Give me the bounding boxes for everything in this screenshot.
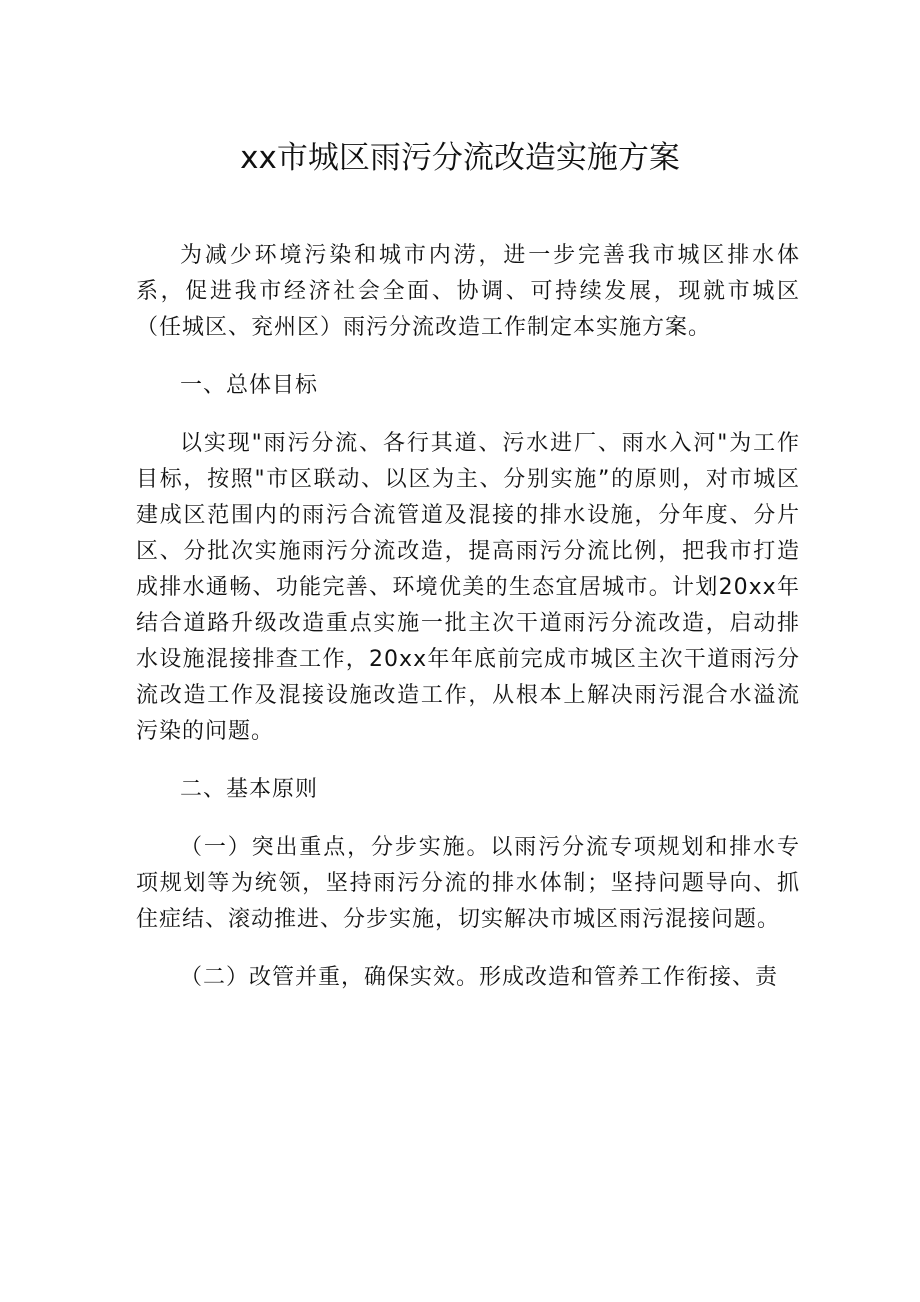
document-title: xx市城区雨污分流改造实施方案 bbox=[240, 140, 680, 176]
section-heading-basic-principles: 二、基本原则 bbox=[180, 777, 319, 802]
principle-one-paragraph: （一）突出重点，分步实施。以雨污分流专项规划和排水专项规划等为统领，坚持雨污分流的排水体制；坚持问题导向、抓住症结、滚动推进、分步实施，切实解决市城区雨污混接问题。 bbox=[136, 835, 800, 932]
intro-paragraph: 为减少环境污染和城市内涝，进一步完善我市城区排水体系，促进我市经济社会全面、协调、可持续发展，现就市城区（任城区、兖州区）雨污分流改造工作制定本实施方案。 bbox=[136, 243, 800, 340]
principle-two-paragraph: （二）改管并重，确保实效。形成改造和管养工作衔接、责 bbox=[180, 965, 779, 990]
document-body bbox=[136, 238, 800, 996]
section-heading-overall-goal: 一、总体目标 bbox=[180, 373, 319, 398]
overall-goal-paragraph: 以实现"雨污分流、各行其道、污水进厂、雨水入河"为工作目标，按照"市区联动、以区为主、分别实施”的原则，对市城区建成区范围内的雨污合流管道及混接的排水设施，分年度、分片区、分批次实施雨污分流改造，提高雨污分流比例，把我市打造成排水通畅、功能完善、环境优美的生态宜居城市。计划20xx年结合道路升级改造重点实施一批主次干道雨污分流改造，启动排水设施混接排查工作，20xx年年底前完成市城区主次干道雨污分流改造工作及混接设施改造工作，从根本上解决雨污混合水溢流污染的问题。 bbox=[136, 431, 800, 744]
